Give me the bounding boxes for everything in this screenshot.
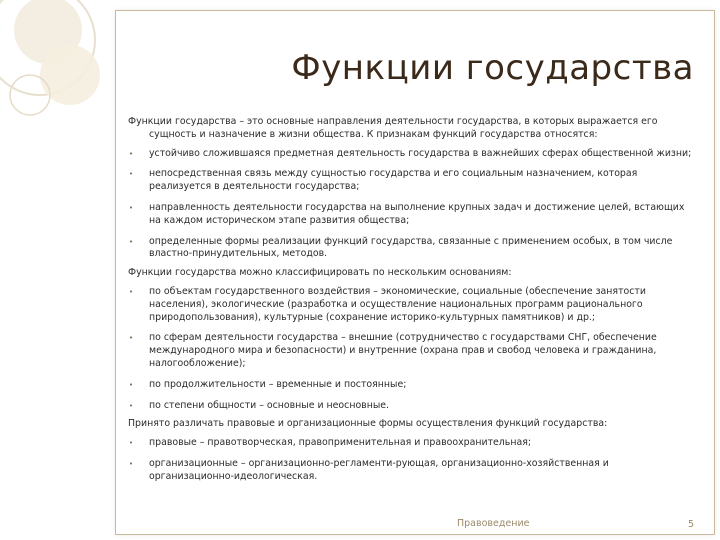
forms-paragraph: Принято различать правовые и организационные формы осуществления функций государства: — [128, 418, 608, 430]
list-item: • организационные – организационно-регламенти-рующая, организационно-хозяйственная и организационно-идеологическая. — [129, 457, 609, 482]
list-item: • определенные формы реализации функций государства, связанные с применением особых, в том числе властно-принудительных, методов. — [129, 235, 673, 260]
page-number: 5 — [688, 519, 695, 530]
list-item: • по сферам деятельности государства – внешние (сотрудничество с государствами СНГ, обеспечение международного мира и безопасности) и внутренние (охрана прав и свобод человека и гражданина, налогообложение); — [129, 332, 657, 369]
list-item: • по объектам государственного воздействия – экономические, социальные (обеспечение занятости населения), экологические (разработка и осуществление национальных программ рационального природопользования), культурные (сохранение историко-культурных памятников) и др.; — [129, 285, 646, 323]
list-item: • по степени общности – основные и неосновные. — [129, 399, 389, 411]
list-item: • направленность деятельности государства на выполнение крупных задач и достижение целей, встающих на каждом историческом этапе развития общества; — [129, 201, 685, 226]
list-item: • правовые – правотворческая, правоприменительная и правоохранительная; — [129, 437, 531, 449]
footer-subject: Правоведение — [457, 518, 530, 529]
slide-title: Функции государства — [291, 48, 694, 88]
classification-paragraph: Функции государства можно классифицировать по нескольким основаниям: — [128, 267, 512, 279]
bullet-icon: • — [129, 149, 134, 158]
slide-body — [128, 116, 694, 490]
list-item: • по продолжительности – временные и постоянные; — [129, 378, 407, 390]
classification-list — [128, 286, 694, 412]
bullet-icon: • — [129, 401, 134, 410]
intro-line-1: Функции государства – это основные направления деятельности государства, в которых выражается его — [128, 116, 658, 127]
bullet-icon: • — [129, 237, 134, 246]
list-item: • устойчиво сложившаяся предметная деятельность государства в важнейших сферах общественной жизни; — [129, 147, 692, 159]
bullet-icon: • — [129, 439, 134, 448]
bullet-icon: • — [129, 459, 134, 468]
decorative-circles — [0, 0, 130, 130]
features-list — [128, 148, 694, 262]
bullet-icon: • — [129, 334, 134, 343]
bullet-icon: • — [129, 203, 134, 212]
bullet-icon: • — [129, 287, 134, 296]
list-item: • непосредственная связь между сущностью государства и его социальным назначением, которая реализуется в деятельности государства; — [129, 168, 638, 193]
bullet-icon: • — [129, 380, 134, 389]
bullet-icon: • — [129, 170, 134, 179]
forms-list — [128, 437, 694, 483]
intro-paragraph — [128, 116, 694, 142]
intro-line-2: сущность и назначение в жизни общества. К признакам функций государства относятся: — [149, 128, 598, 140]
